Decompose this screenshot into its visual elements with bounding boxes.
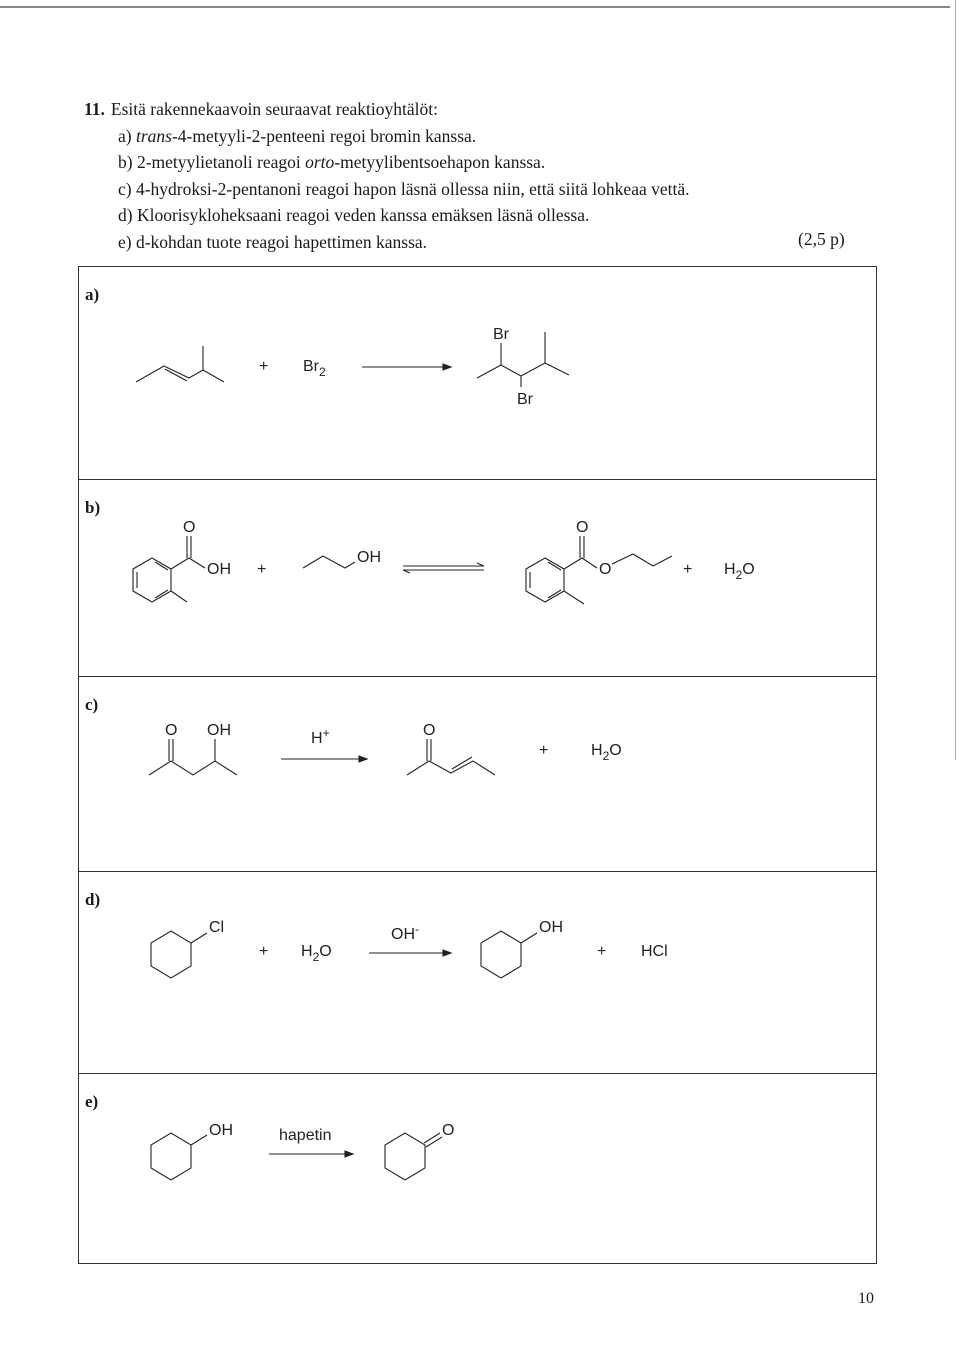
item-a-rest: -4-metyyli-2-penteeni regoi bromin kanssa. [171,125,477,146]
ketone-o-e: O [442,1122,455,1139]
item-a-prefix: a) [118,125,136,146]
ortho-methyl-2 [564,591,584,604]
plus-a: + [259,358,269,375]
question-item-a [84,123,864,150]
c-oh-bond [189,558,205,568]
cyclohexanol-ring [151,1133,191,1180]
water-c: $H_2O$ [591,742,622,763]
item-d-text: d) Kloorisykloheksaani reagoi veden kanssa emäksen läsnä ollessa. [118,205,590,225]
question-intro-text: Esitä rakennekaavoin seuraavat reaktioyhtälöt: [110,99,438,119]
c-cl-bond [191,933,207,943]
arrow-head-d [443,950,451,956]
item-b-prefix: b) 2-metyylietanoli reagoi [118,152,306,172]
item-b-rest: -metyylibentsoehapon kanssa. [334,152,546,172]
item-a-italic: trans [135,125,172,146]
question-item-d [84,202,864,229]
benzene-ring-1 [133,558,171,602]
plus-d-2: + [597,943,607,960]
row-label-a: a) [85,285,100,304]
cyclohexanone-ring [385,1133,425,1180]
alkene-chain [136,366,224,382]
cyclohexanol-oh-e: OH [209,1122,233,1139]
acid-oh: OH [207,561,231,578]
product-chain-a [477,363,569,378]
carbonyl-o-1: O [183,519,196,536]
reaction-b [79,480,876,677]
hydroxyl-oh: OH [207,722,231,739]
cyclohexane-2 [481,931,521,978]
ethanol-chain [303,556,355,568]
question-item-e [84,229,864,256]
answer-row-b [79,479,876,677]
answer-row-d [79,871,876,1074]
question-block [84,96,864,255]
row-label-b: b) [85,498,101,517]
benzene-ring-2 [526,558,564,602]
ketone-o-c2: O [423,722,436,739]
arrow-head-c [359,756,367,762]
ketone-co-e-b [426,1137,442,1147]
reaction-c [79,677,876,872]
cyclohexane-1 [151,931,191,978]
enone-chain [407,761,495,775]
question-number: 11. [84,99,105,119]
ring-to-carbonyl-1 [171,558,189,569]
ortho-methyl-1 [171,591,187,602]
hcl-label: HCl [641,943,668,960]
top-rule [0,6,950,8]
cyclohexanol-oh: OH [539,919,563,936]
water-b: $H_2O$ [724,561,755,582]
alcohol-oh: OH [357,549,381,566]
c-oh-bond-e [191,1135,207,1145]
row-label-d: d) [85,890,101,909]
row-label-c: c) [85,695,99,714]
plus-b-2: + [683,561,693,578]
question-item-c [84,176,864,203]
plus-d-1: + [259,943,269,960]
item-b-italic: orto [305,152,335,172]
answer-row-e [79,1073,876,1264]
oxidant-label: hapetin [279,1127,332,1144]
ketone-o-c1: O [165,722,178,739]
plus-b-1: + [257,561,267,578]
points: (2,5 p) [798,229,845,249]
answer-box [78,266,877,1264]
chlorine-label: Cl [209,919,225,936]
carbonyl-o-2: O [576,519,589,536]
ring-to-carbonyl-2 [564,558,582,569]
reaction-e [79,1074,876,1264]
page-edge [955,0,956,760]
br-top-label: Br [493,326,509,343]
plus-c: + [539,742,549,759]
ketol-chain [149,761,237,775]
question-item-b [84,149,864,176]
answer-row-a [79,267,876,479]
ketone-co-e-a [424,1133,440,1143]
ester-o: O [599,561,612,578]
c-oh-bond-d [521,933,537,943]
row-label-e: e) [85,1092,99,1111]
water-d: $H_2O$ [301,943,332,964]
arrow-head-e [345,1151,353,1157]
ester-ethyl-chain [612,554,672,566]
base-catalyst: OH- [391,922,419,943]
bromine-reagent: $Br_2$ [303,358,326,379]
answer-row-c [79,676,876,872]
acid-catalyst: H+ [311,726,330,747]
c-o-ester-bond [582,558,597,568]
reaction-a [79,267,876,479]
item-c-text: c) 4-hydroksi-2-pentanoni reagoi hapon läsnä ollessa niin, että siitä lohkeaa vettä. [118,178,690,199]
page-number: 10 [858,1290,874,1307]
item-e-text: e) d-kohdan tuote reagoi hapettimen kanssa. [118,231,428,252]
question-intro [84,96,864,123]
arrow-head-a [443,364,451,370]
br-bottom-label: Br [517,391,533,408]
reaction-d [79,872,876,1074]
